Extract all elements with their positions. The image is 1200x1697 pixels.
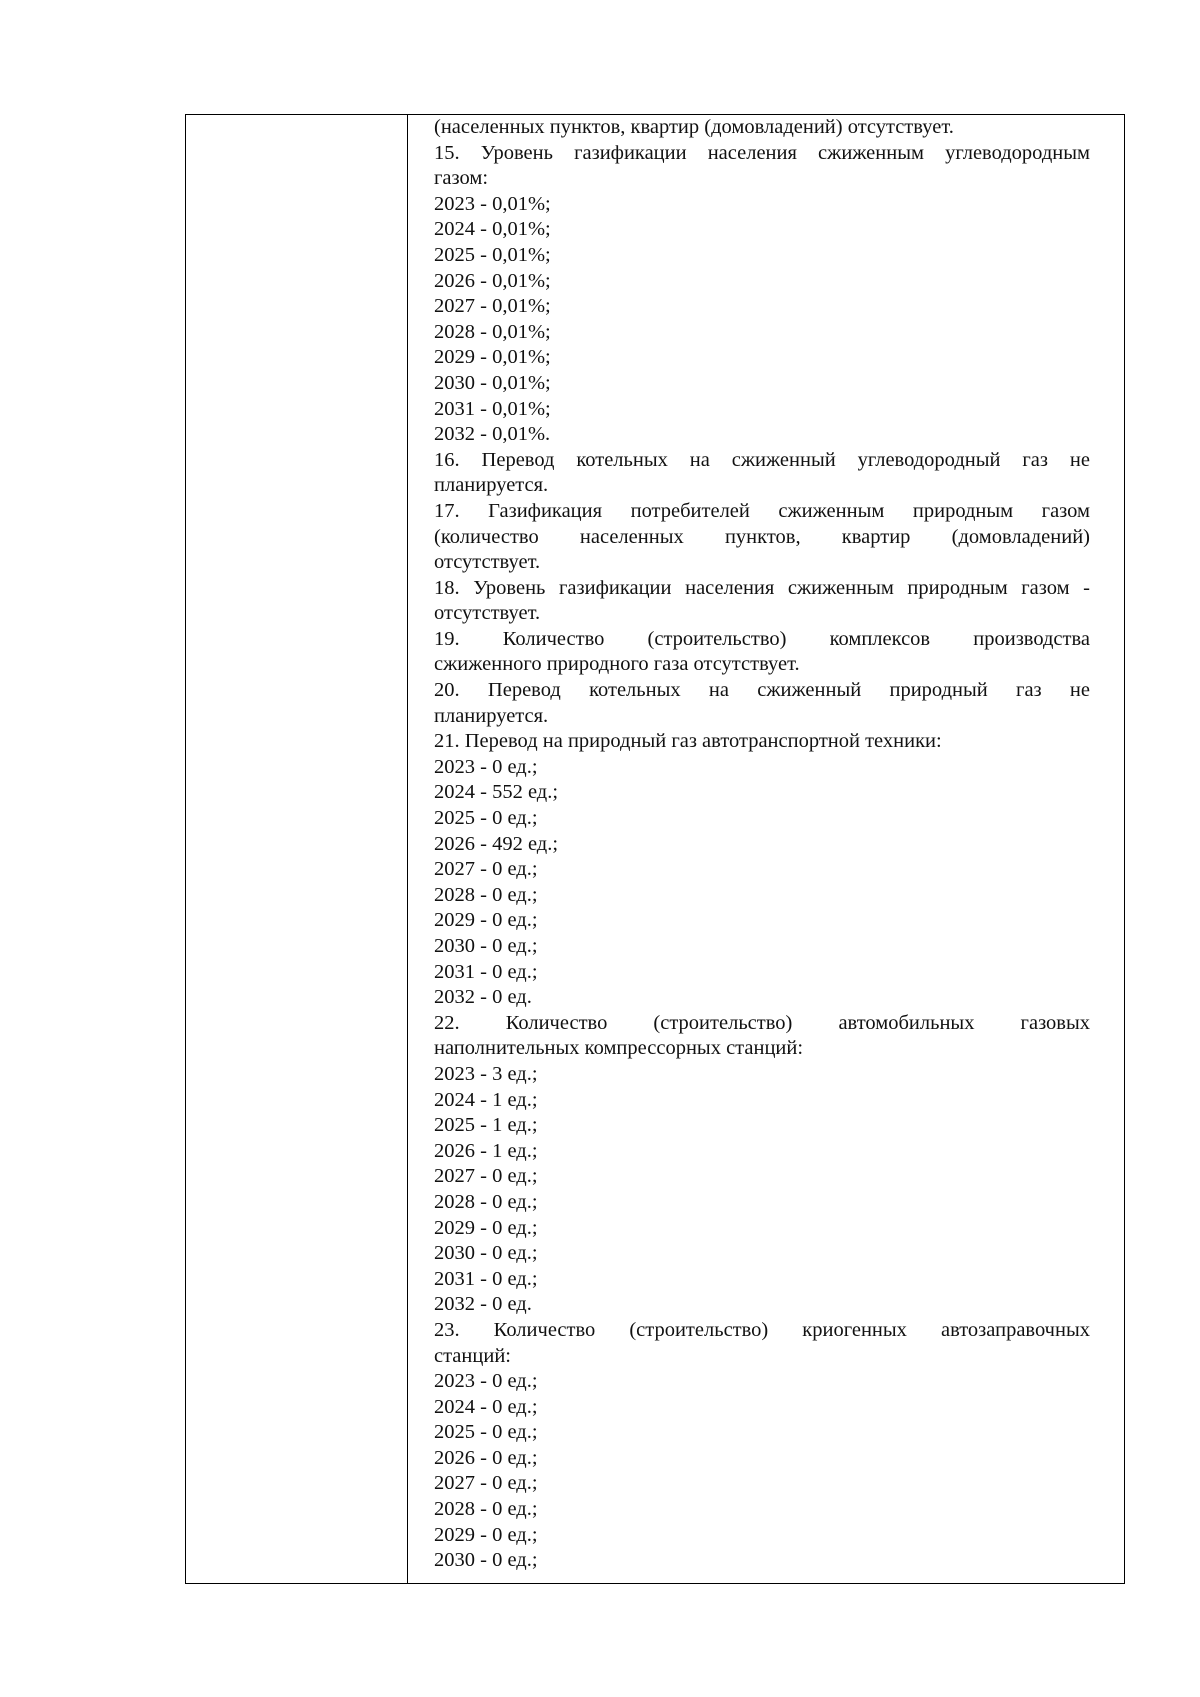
document-text-line: 2028 - 0 ед.; <box>434 1190 538 1213</box>
document-text-line: 23. Количество (строительство) криогенных автозаправочных <box>434 1318 1090 1341</box>
document-text-line: 2026 - 0 ед.; <box>434 1446 538 1469</box>
document-text-line: 2026 - 0,01%; <box>434 269 551 292</box>
document-text-line: 2027 - 0 ед.; <box>434 858 538 881</box>
document-text-line: 2026 - 492 ед.; <box>434 832 559 855</box>
document-text-line: 2029 - 0 ед.; <box>434 909 538 932</box>
document-text-line: планируется. <box>434 474 549 497</box>
document-text-line: 22. Количество (строительство) автомобильных газовых <box>434 1011 1090 1034</box>
document-text-line: 15. Уровень газификации населения сжиженным углеводородным <box>434 141 1090 164</box>
document-text-line: 2032 - 0,01%. <box>434 423 551 446</box>
document-text-line: наполнительных компрессорных станций: <box>434 1037 804 1060</box>
table-right-column <box>408 115 1124 1583</box>
document-text-line: 2029 - 0,01%; <box>434 346 551 369</box>
document-text-line: 2025 - 0,01%; <box>434 243 551 266</box>
document-table <box>185 114 1125 1584</box>
document-text-line: 2032 - 0 ед. <box>434 986 532 1009</box>
document-text-line: 18. Уровень газификации населения сжиженным природным газом - <box>434 576 1090 599</box>
document-text-line: 2024 - 0,01%; <box>434 218 551 241</box>
document-text-line: 20. Перевод котельных на сжиженный природный газ не <box>434 679 1090 702</box>
document-text-line: 2026 - 1 ед.; <box>434 1139 538 1162</box>
document-text-line: 2028 - 0,01%; <box>434 320 551 343</box>
document-text-line: 21. Перевод на природный газ автотранспортной техники: <box>434 730 942 753</box>
document-text-line: (количество населенных пунктов, квартир (домовладений) <box>434 525 1090 548</box>
document-text-line: 2030 - 0 ед.; <box>434 1242 538 1265</box>
document-text-line: 2023 - 0 ед.; <box>434 1370 538 1393</box>
document-text-line: газом: <box>434 167 489 190</box>
table-left-column <box>186 115 408 1583</box>
document-text-line: 2027 - 0 ед.; <box>434 1472 538 1495</box>
document-text-line: 2025 - 0 ед.; <box>434 807 538 830</box>
document-text-line: 2032 - 0 ед. <box>434 1293 532 1316</box>
document-text-line: 2028 - 0 ед.; <box>434 1498 538 1521</box>
document-text-line: 2024 - 552 ед.; <box>434 781 559 804</box>
document-text-line: 2023 - 0 ед.; <box>434 755 538 778</box>
document-text-line: планируется. <box>434 704 549 727</box>
document-text-line: 19. Количество (строительство) комплексов производства <box>434 627 1090 650</box>
document-text-line: 2025 - 0 ед.; <box>434 1421 538 1444</box>
document-text-line: 17. Газификация потребителей сжиженным природным газом <box>434 499 1090 522</box>
document-text-line: 2023 - 0,01%; <box>434 192 551 215</box>
document-text-line: 2027 - 0,01%; <box>434 295 551 318</box>
document-text-line: 2030 - 0,01%; <box>434 371 551 394</box>
document-text-line: 2031 - 0 ед.; <box>434 1267 538 1290</box>
document-text-line: отсутствует. <box>434 551 541 574</box>
document-text-line: 2029 - 0 ед.; <box>434 1216 538 1239</box>
document-text-line: (населенных пунктов, квартир (домовладений) отсутствует. <box>434 116 954 138</box>
document-text-line: отсутствует. <box>434 602 541 625</box>
document-text-line: 2029 - 0 ед.; <box>434 1523 538 1546</box>
document-text-line: 2024 - 0 ед.; <box>434 1395 538 1418</box>
document-text-line: 16. Перевод котельных на сжиженный углеводородный газ не <box>434 448 1090 471</box>
document-text-line: 2024 - 1 ед.; <box>434 1088 538 1111</box>
document-text-line: 2025 - 1 ед.; <box>434 1114 538 1137</box>
document-text-line: 2030 - 0 ед.; <box>434 935 538 957</box>
document-text-line: 2028 - 0 ед.; <box>434 883 538 906</box>
document-text-line: 2031 - 0,01%; <box>434 397 551 420</box>
document-text-line: 2027 - 0 ед.; <box>434 1165 538 1188</box>
document-text-line: станций: <box>434 1344 511 1367</box>
document-text-line: 2031 - 0 ед.; <box>434 960 538 983</box>
document-text-line: 2030 - 0 ед.; <box>434 1549 538 1572</box>
document-text-line: 2023 - 3 ед.; <box>434 1062 538 1085</box>
document-text-line: сжиженного природного газа отсутствует. <box>434 653 800 676</box>
